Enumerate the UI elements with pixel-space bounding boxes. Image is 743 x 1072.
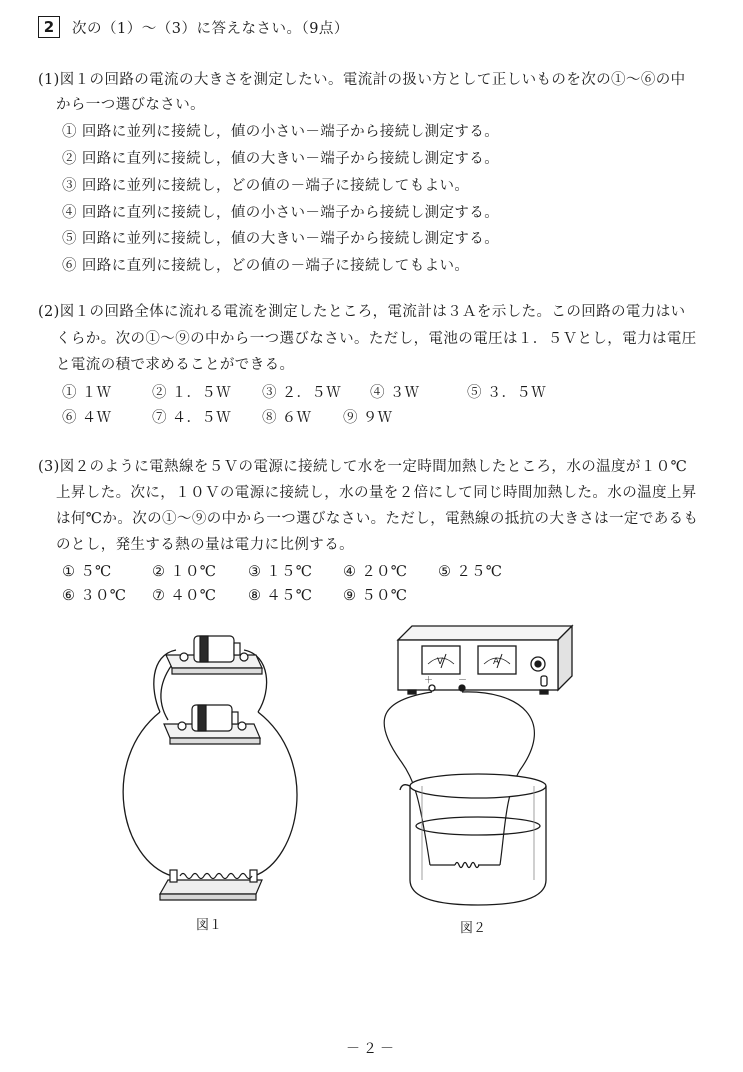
- q2-option-1: ① １Ｗ: [62, 385, 112, 401]
- q2-option-9: ⑨ ９Ｗ: [343, 410, 393, 426]
- q3-stem-line-3: は何℃か。次の①～⑨の中から一つ選びなさい。ただし，電熱線の抵抗の大きさは一定であるも: [56, 511, 699, 527]
- q2-option-5: ⑤ ３．５Ｗ: [467, 385, 546, 401]
- q3-option-3: ③ １５℃: [248, 564, 313, 580]
- q3-stem-line-4: のとし，発生する熱の量は電力に比例する。: [56, 537, 354, 553]
- q2-option-3: ③ ２．５Ｗ: [262, 385, 341, 401]
- fig2-minus-label: －: [458, 676, 468, 686]
- q2-stem-line-1: (2)図１の回路全体に流れる電流を測定したところ，電流計は３Ａを示した。この回路の電力はい: [38, 304, 686, 320]
- q3-option-8: ⑧ ４５℃: [248, 588, 313, 604]
- page-number: －２－: [346, 1041, 397, 1057]
- figure-1-caption: 図１: [196, 918, 223, 933]
- q3-stem-line-1: (3)図２のように電熱線を５Ｖの電源に接続して水を一定時間加熱したところ，水の温度が１０℃: [38, 459, 688, 475]
- q1-option-1: ① 回路に並列に接続し，値の小さい－端子から接続し測定する。: [62, 124, 500, 140]
- voltmeter-label: V: [437, 657, 444, 667]
- q1-option-6: ⑥ 回路に直列に接続し，どの値の－端子に接続してもよい。: [62, 258, 470, 274]
- q2-option-6: ⑥ ４Ｗ: [62, 410, 112, 426]
- fig2-plus-label: ＋: [424, 676, 434, 686]
- q1-option-3: ③ 回路に並列に接続し，どの値の－端子に接続してもよい。: [62, 178, 470, 194]
- q3-option-2: ② １０℃: [152, 564, 217, 580]
- q2-option-2: ② １．５Ｗ: [152, 385, 231, 401]
- q3-option-9: ⑨ ５０℃: [343, 588, 408, 604]
- q2-stem-line-3: と電流の積で求めることができる。: [56, 357, 295, 373]
- figure-2-caption: 図２: [460, 921, 487, 936]
- q3-option-4: ④ ２０℃: [343, 564, 408, 580]
- q2-option-4: ④ ３Ｗ: [370, 385, 420, 401]
- question-title: 次の（1）～（3）に答えなさい。（9点）: [72, 20, 349, 37]
- q3-option-5: ⑤ ２５℃: [438, 564, 503, 580]
- q1-option-4: ④ 回路に直列に接続し，値の小さい－端子から接続し測定する。: [62, 205, 500, 221]
- ammeter-label: A: [493, 657, 500, 667]
- question-number-box: 2: [38, 16, 60, 38]
- q1-option-2: ② 回路に直列に接続し，値の大きい－端子から接続し測定する。: [62, 151, 500, 167]
- q3-option-7: ⑦ ４０℃: [152, 588, 217, 604]
- q2-option-8: ⑧ ６Ｗ: [262, 410, 312, 426]
- q2-stem-line-2: くらか。次の①～⑨の中から一つ選びなさい。ただし，電池の電圧は１．５Ｖとし，電力は電圧: [56, 331, 697, 347]
- q1-stem-line-1: (1)図１の回路の電流の大きさを測定したい。電流計の扱い方として正しいものを次の①～⑥の中: [38, 72, 686, 88]
- q3-option-1: ① ５℃: [62, 564, 112, 580]
- q1-option-5: ⑤ 回路に並列に接続し，値の大きい－端子から接続し測定する。: [62, 231, 500, 247]
- q2-option-7: ⑦ ４．５Ｗ: [152, 410, 231, 426]
- q3-stem-line-2: 上昇した。次に，１０Ｖの電源に接続し，水の量を２倍にして同じ時間加熱した。水の温度上昇: [56, 485, 697, 501]
- beaker-icon: [400, 774, 546, 905]
- q3-option-6: ⑥ ３０℃: [62, 588, 127, 604]
- q1-stem-line-2: から一つ選びなさい。: [56, 97, 205, 113]
